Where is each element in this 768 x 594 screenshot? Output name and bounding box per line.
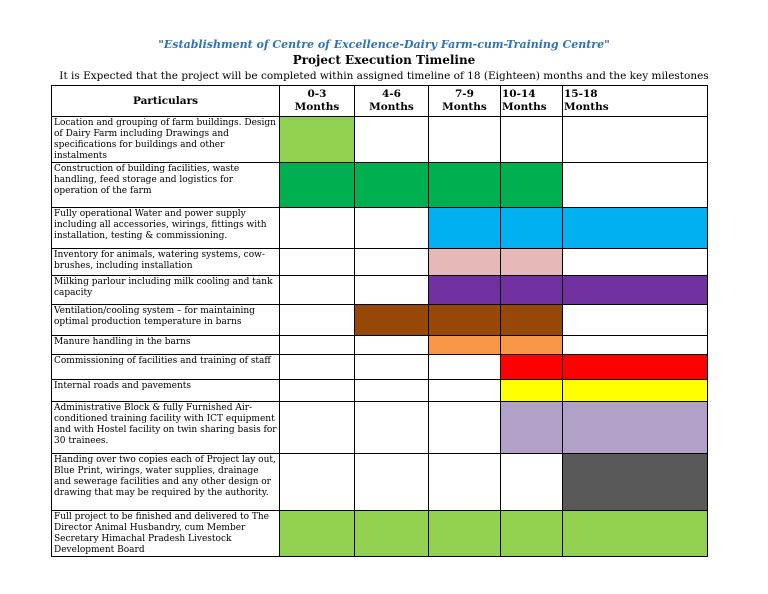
timeline-cell [429,354,501,379]
timeline-cell [429,162,501,207]
particular-label: Administrative Block & fully Furnished Air-conditioned training facility with ICT equipment and with Hostel facility on twin sharing basis for 30 trainees. [52,401,280,453]
timeline-cell [429,117,501,163]
timeline-cell [355,354,429,379]
table-row [52,207,708,248]
timeline-cell [280,275,355,304]
timeline-cell [501,275,563,304]
timeline-cell [501,354,563,379]
table-row [52,453,708,510]
timeline-cell [429,207,501,248]
timeline-cell [429,248,501,275]
timeline-table [51,85,708,557]
timeline-cell [501,453,563,510]
table-row [52,354,708,379]
timeline-cell [280,335,355,354]
timeline-cell [280,117,355,163]
timeline-cell [563,162,708,207]
particular-label: Handing over two copies each of Project lay out, Blue Print, wirings, water supplies, drainage and sewerage facilities and any other design or drawing that may be required by the authority. [52,453,280,510]
table-row [52,117,708,163]
table-row [52,162,708,207]
timeline-cell [563,510,708,556]
particular-label: Full project to be finished and delivered to The Director Animal Husbandry, cum Member Secretary Himachal Pradesh Livestock Development Board [52,510,280,556]
timeline-cell [280,379,355,401]
particular-label: Milking parlour including milk cooling and tank capacity [52,275,280,304]
col-15-18-months: 15-18 Months [563,86,708,117]
col-0-3-months: 0-3 Months [280,86,355,117]
timeline-cell [355,162,429,207]
col-4-6-months: 4-6 Months [355,86,429,117]
timeline-cell [355,117,429,163]
timeline-cell [429,510,501,556]
timeline-description: It is Expected that the project will be completed within assigned timeline of 18 (Eighteen) months and the key milestones [59,70,709,82]
timeline-cell [501,117,563,163]
timeline-cell [355,510,429,556]
timeline-cell [501,207,563,248]
timeline-heading: Project Execution Timeline [292,53,476,67]
particular-label: Ventilation/cooling system – for maintaining optimal production temperature in barns [52,304,280,335]
particular-label: Fully operational Water and power supply including all accessories, wirings, fittings with installation, testing & commissioning. [52,207,280,248]
particular-label: Construction of building facilities, waste handling, feed storage and logistics for operation of the farm [52,162,280,207]
table-row [52,401,708,453]
document-title: "Establishment of Centre of Excellence-Dairy Farm-cum-Training Centre" [158,38,610,51]
table-row [52,248,708,275]
timeline-cell [563,335,708,354]
timeline-cell [355,248,429,275]
timeline-cell [355,275,429,304]
table-row [52,510,708,556]
timeline-cell [280,162,355,207]
timeline-cell [429,304,501,335]
particular-label: Commissioning of facilities and training of staff [52,354,280,379]
timeline-cell [429,335,501,354]
timeline-cell [563,354,708,379]
timeline-cell [355,335,429,354]
timeline-cell [501,401,563,453]
timeline-cell [563,453,708,510]
table-row [52,379,708,401]
timeline-cell [501,335,563,354]
timeline-cell [429,453,501,510]
timeline-cell [501,304,563,335]
timeline-cell [280,510,355,556]
timeline-cell [563,379,708,401]
col-10-14-months: 10-14 Months [501,86,563,117]
timeline-cell [563,304,708,335]
timeline-cell [563,207,708,248]
col-7-9-months: 7-9 Months [429,86,501,117]
timeline-cell [563,401,708,453]
timeline-cell [429,401,501,453]
timeline-cell [355,379,429,401]
particular-label: Location and grouping of farm buildings. Design of Dairy Farm including Drawings and specifications for buildings and other instalments [52,117,280,163]
timeline-cell [280,453,355,510]
timeline-cell [280,248,355,275]
particular-label: Manure handling in the barns [52,335,280,354]
timeline-cell [355,304,429,335]
timeline-cell [429,379,501,401]
table-row [52,335,708,354]
timeline-cell [563,117,708,163]
table-row [52,275,708,304]
timeline-cell [355,453,429,510]
timeline-cell [280,401,355,453]
particular-label: Internal roads and pavements [52,379,280,401]
timeline-cell [501,379,563,401]
timeline-cell [280,304,355,335]
particulars-header: Particulars [52,86,280,117]
timeline-cell [355,207,429,248]
particular-label: Inventory for animals, watering systems, cow-brushes, including installation [52,248,280,275]
timeline-cell [501,248,563,275]
timeline-cell [429,275,501,304]
timeline-cell [501,510,563,556]
table-row [52,304,708,335]
timeline-cell [280,354,355,379]
timeline-cell [563,275,708,304]
timeline-cell [280,207,355,248]
timeline-cell [563,248,708,275]
timeline-cell [501,162,563,207]
timeline-cell [355,401,429,453]
